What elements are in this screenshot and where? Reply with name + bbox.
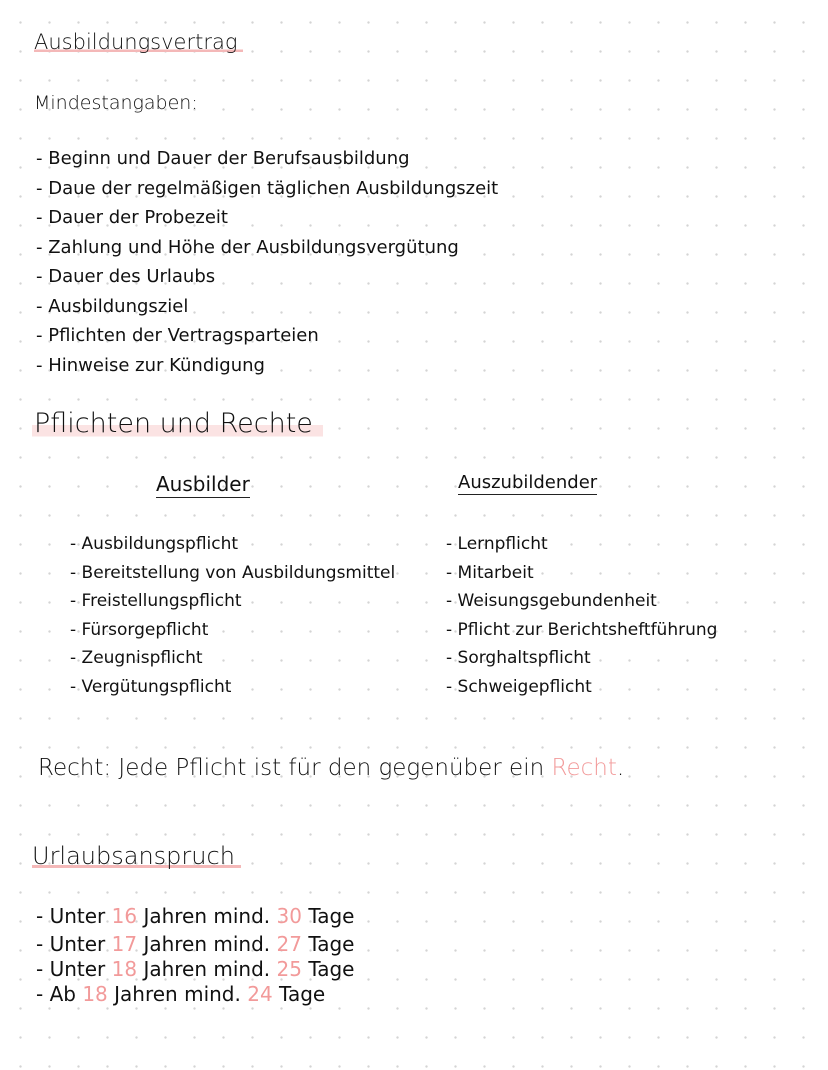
- list-item: [36, 902, 355, 932]
- list-item: - Bereitstellung von Ausbildungsmittel: [70, 559, 395, 588]
- list-item: [36, 957, 355, 982]
- list-item: [36, 932, 355, 957]
- row-age: 18: [111, 956, 138, 981]
- row-age: 17: [111, 931, 138, 956]
- row-suffix: Tage: [308, 904, 355, 928]
- row-prefix: Unter: [49, 956, 106, 981]
- list-item: - Pflicht zur Berichtsheftführung: [446, 616, 717, 645]
- list-item: - Mitarbeit: [446, 559, 717, 588]
- list-item: - Pflichten der Vertragsparteien: [36, 321, 498, 351]
- list-item: - Sorghaltspflicht: [446, 644, 717, 673]
- row-days: 25: [276, 956, 302, 981]
- list-item: - Weisungsgebundenheit: [446, 587, 717, 616]
- section-title-pflichten-und-rechte: Pflichten und Rechte: [32, 408, 323, 439]
- list-item: - Freistellungspflicht: [70, 587, 395, 616]
- list-item: [36, 982, 355, 1007]
- row-days: 27: [276, 931, 302, 956]
- section-title-urlaubsanspruch: Urlaubsanspruch: [32, 842, 241, 870]
- row-mid: Jahren mind.: [143, 956, 271, 981]
- list-item: - Beginn und Dauer der Berufsausbildung: [36, 144, 498, 174]
- list-item: - Zahlung und Höhe der Ausbildungsvergütung: [36, 233, 498, 263]
- list-item: - Dauer der Probezeit: [36, 203, 498, 233]
- recht-note: [38, 755, 624, 781]
- column-heading-ausbilder: Ausbilder: [156, 472, 250, 496]
- auszubildender-list: [446, 530, 717, 701]
- recht-highlight: Recht: [551, 755, 617, 781]
- list-item: - Hinweise zur Kündigung: [36, 351, 498, 381]
- row-suffix: Tage: [308, 956, 355, 981]
- list-item: - Dauer des Urlaubs: [36, 262, 498, 292]
- subtitle-mindestangaben: Mindestangaben:: [34, 92, 198, 114]
- recht-text: Jede Pflicht ist für den gegenüber ein: [118, 755, 545, 781]
- mindestangaben-list: [36, 144, 498, 380]
- row-prefix: Unter: [49, 931, 106, 956]
- list-item: - Fürsorgepflicht: [70, 616, 395, 645]
- list-item: - Zeugnispflicht: [70, 644, 395, 673]
- urlaub-list: [36, 902, 355, 1007]
- column-heading-auszubildender: Auszubildender: [458, 472, 598, 493]
- list-item: - Ausbildungspflicht: [70, 530, 395, 559]
- row-suffix: Tage: [308, 931, 355, 956]
- row-age: 16: [111, 904, 138, 928]
- row-mid: Jahren mind.: [143, 931, 271, 956]
- list-item: - Schweigepflicht: [446, 673, 717, 702]
- section-title-ausbildungsvertrag: Ausbildungsvertrag: [34, 30, 243, 54]
- row-days: 30: [276, 904, 302, 928]
- row-prefix: Ab: [49, 981, 76, 1006]
- row-days: 24: [247, 981, 273, 1006]
- recht-label: Recht:: [38, 755, 112, 781]
- recht-end: .: [616, 755, 625, 781]
- list-item: - Lernpflicht: [446, 530, 717, 559]
- row-suffix: Tage: [279, 981, 326, 1006]
- list-item: - Vergütungspflicht: [70, 673, 395, 702]
- row-age: 18: [82, 981, 108, 1006]
- row-mid: Jahren mind.: [143, 904, 271, 928]
- row-prefix: Unter: [49, 904, 106, 928]
- row-mid: Jahren mind.: [114, 981, 241, 1006]
- ausbilder-list: [70, 530, 395, 701]
- list-item: - Ausbildungsziel: [36, 292, 498, 322]
- list-item: - Daue der regelmäßigen täglichen Ausbildungszeit: [36, 174, 498, 204]
